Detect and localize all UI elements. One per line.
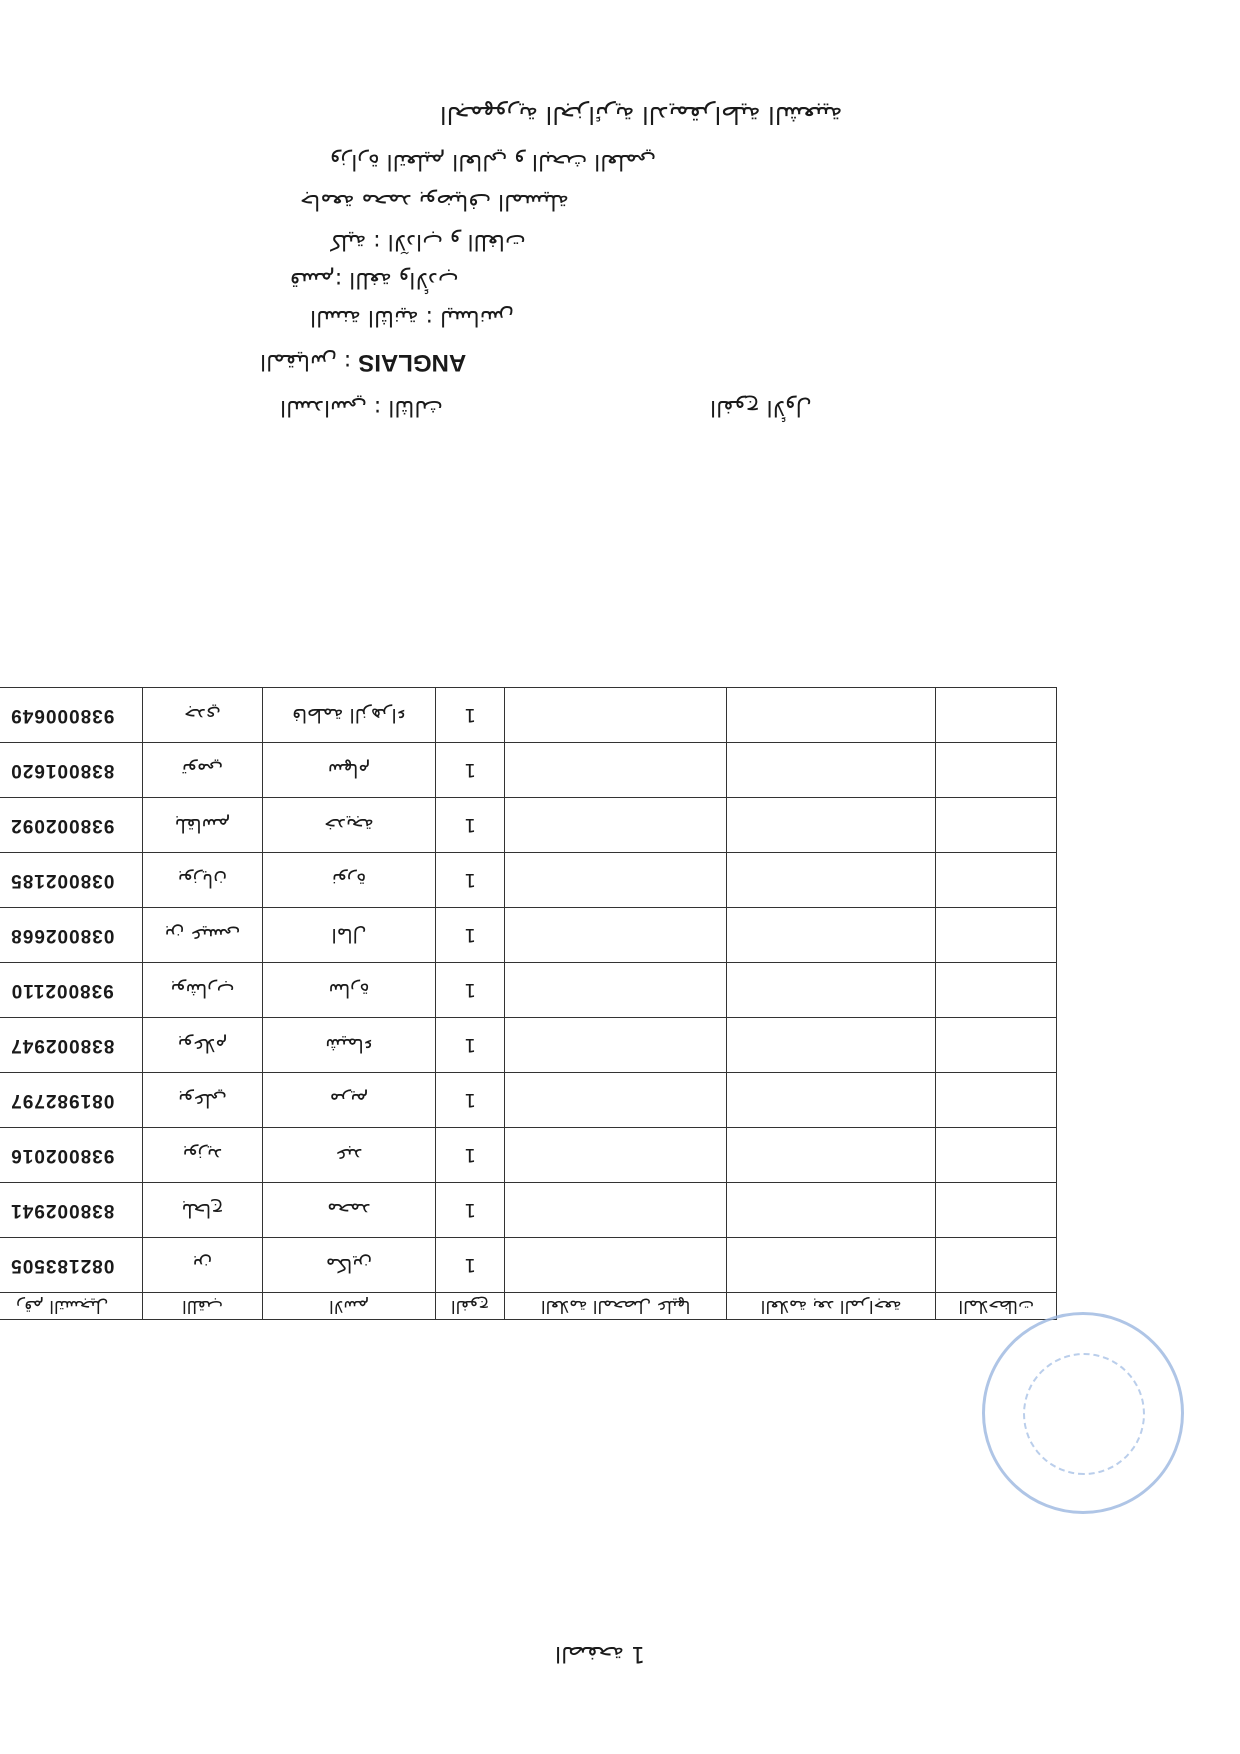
column-header: الفوج bbox=[435, 1293, 505, 1320]
name-cell: خديجة bbox=[263, 798, 435, 853]
column-header: الملاحظات bbox=[936, 1293, 1057, 1320]
group-cell: 1 bbox=[435, 1238, 505, 1293]
grade-cell bbox=[505, 688, 726, 743]
id-cell: 038002185 bbox=[0, 853, 142, 908]
notes-cell bbox=[936, 963, 1057, 1018]
header-department: قسم: اللغة والأدب bbox=[290, 267, 459, 292]
notes-cell bbox=[936, 908, 1057, 963]
group-cell: 1 bbox=[435, 1183, 505, 1238]
column-header: اللقب bbox=[142, 1293, 263, 1320]
header-country: الجمهورية الجزائرية الديمقراطية الشعبية bbox=[440, 101, 843, 129]
grade-cell bbox=[505, 853, 726, 908]
revised-grade-cell bbox=[726, 743, 936, 798]
revised-grade-cell bbox=[726, 1128, 936, 1183]
table-row bbox=[0, 963, 1057, 1018]
notes-cell bbox=[936, 1018, 1057, 1073]
official-seal bbox=[982, 1312, 1184, 1514]
grades-table bbox=[0, 687, 1057, 1320]
surname-cell: بوعلام bbox=[142, 1018, 263, 1073]
notes-cell bbox=[936, 1238, 1057, 1293]
revised-grade-cell bbox=[726, 1238, 936, 1293]
subject-line bbox=[260, 348, 466, 376]
table-row bbox=[0, 1128, 1057, 1183]
subject-value: ANGLAIS bbox=[358, 349, 467, 376]
id-cell: 938002092 bbox=[0, 798, 142, 853]
revised-grade-cell bbox=[726, 908, 936, 963]
group-cell: 1 bbox=[435, 908, 505, 963]
revised-grade-cell bbox=[726, 688, 936, 743]
table-row bbox=[0, 1183, 1057, 1238]
id-cell: 838002947 bbox=[0, 1018, 142, 1073]
id-cell: 938002110 bbox=[0, 963, 142, 1018]
surname-cell: بوزيد bbox=[142, 1128, 263, 1183]
semester: السداسي : الثالث bbox=[280, 395, 443, 420]
grade-cell bbox=[505, 1073, 726, 1128]
name-cell: امال bbox=[263, 908, 435, 963]
name-cell: محمد bbox=[263, 1183, 435, 1238]
surname-cell: بوشارب bbox=[142, 963, 263, 1018]
document-title: الفوج الأول bbox=[710, 395, 812, 420]
surname-cell: بن bbox=[142, 1238, 263, 1293]
header-level: السنة الثانية : ليسانس bbox=[310, 305, 514, 330]
id-cell: 838002941 bbox=[0, 1183, 142, 1238]
surname-cell: بوزيان bbox=[142, 853, 263, 908]
name-cell: عبد bbox=[263, 1128, 435, 1183]
subject-label: المقياس : bbox=[260, 349, 352, 374]
notes-cell bbox=[936, 853, 1057, 908]
group-cell: 1 bbox=[435, 963, 505, 1018]
surname-cell: بلحاج bbox=[142, 1183, 263, 1238]
surname-cell: تومي bbox=[142, 743, 263, 798]
revised-grade-cell bbox=[726, 1018, 936, 1073]
surname-cell: جدي bbox=[142, 688, 263, 743]
notes-cell bbox=[936, 798, 1057, 853]
surname-cell: بوعلي bbox=[142, 1073, 263, 1128]
id-cell: 081982797 bbox=[0, 1073, 142, 1128]
id-cell: 038002668 bbox=[0, 908, 142, 963]
column-header: العلامة المحصل عليها bbox=[505, 1293, 726, 1320]
group-cell: 1 bbox=[435, 688, 505, 743]
group-cell: 1 bbox=[435, 743, 505, 798]
notes-cell bbox=[936, 1128, 1057, 1183]
group-cell: 1 bbox=[435, 853, 505, 908]
revised-grade-cell bbox=[726, 1073, 936, 1128]
name-cell: مكاين bbox=[263, 1238, 435, 1293]
page-number: الصفحة 1 bbox=[555, 1641, 646, 1666]
header-ministry: وزارة التعليم العالي و البحث العلمي bbox=[330, 149, 656, 174]
revised-grade-cell bbox=[726, 1183, 936, 1238]
table-row bbox=[0, 798, 1057, 853]
grade-cell bbox=[505, 908, 726, 963]
column-header: رقم التسجيل bbox=[0, 1293, 142, 1320]
revised-grade-cell bbox=[726, 963, 936, 1018]
table-row bbox=[0, 688, 1057, 743]
name-cell: فاطمة الزهراء bbox=[263, 688, 435, 743]
table-row bbox=[0, 908, 1057, 963]
grade-cell bbox=[505, 1238, 726, 1293]
group-cell: 1 bbox=[435, 1018, 505, 1073]
table-row bbox=[0, 853, 1057, 908]
table-row bbox=[0, 1073, 1057, 1128]
table-row bbox=[0, 743, 1057, 798]
notes-cell bbox=[936, 1183, 1057, 1238]
grade-cell bbox=[505, 1018, 726, 1073]
group-cell: 1 bbox=[435, 1073, 505, 1128]
table-row bbox=[0, 1018, 1057, 1073]
grade-cell bbox=[505, 963, 726, 1018]
name-cell: مريم bbox=[263, 1073, 435, 1128]
grade-cell bbox=[505, 798, 726, 853]
column-header: العلامة بعد المراجعة bbox=[726, 1293, 936, 1320]
revised-grade-cell bbox=[726, 853, 936, 908]
revised-grade-cell bbox=[726, 798, 936, 853]
header-university: جامعة محمد بوضياف المسيلة bbox=[300, 189, 569, 214]
seal-inner-ring bbox=[1023, 1353, 1145, 1475]
notes-cell bbox=[936, 743, 1057, 798]
grade-cell bbox=[505, 743, 726, 798]
surname-cell: بلقاسم bbox=[142, 798, 263, 853]
id-cell: 838001620 bbox=[0, 743, 142, 798]
notes-cell bbox=[936, 688, 1057, 743]
table-row bbox=[0, 1238, 1057, 1293]
group-cell: 1 bbox=[435, 1128, 505, 1183]
notes-cell bbox=[936, 1073, 1057, 1128]
grade-cell bbox=[505, 1183, 726, 1238]
id-cell: 082183505 bbox=[0, 1238, 142, 1293]
id-cell: 938000649 bbox=[0, 688, 142, 743]
column-header: الاسم bbox=[263, 1293, 435, 1320]
name-cell: شيماء bbox=[263, 1018, 435, 1073]
name-cell: سارة bbox=[263, 963, 435, 1018]
name-cell: سهام bbox=[263, 743, 435, 798]
name-cell: نورة bbox=[263, 853, 435, 908]
header-faculty: كلية : الآداب و اللغات bbox=[330, 229, 526, 254]
grade-cell bbox=[505, 1128, 726, 1183]
id-cell: 938002016 bbox=[0, 1128, 142, 1183]
surname-cell: بن عيسى bbox=[142, 908, 263, 963]
table-header-row bbox=[0, 1293, 1057, 1320]
group-cell: 1 bbox=[435, 798, 505, 853]
